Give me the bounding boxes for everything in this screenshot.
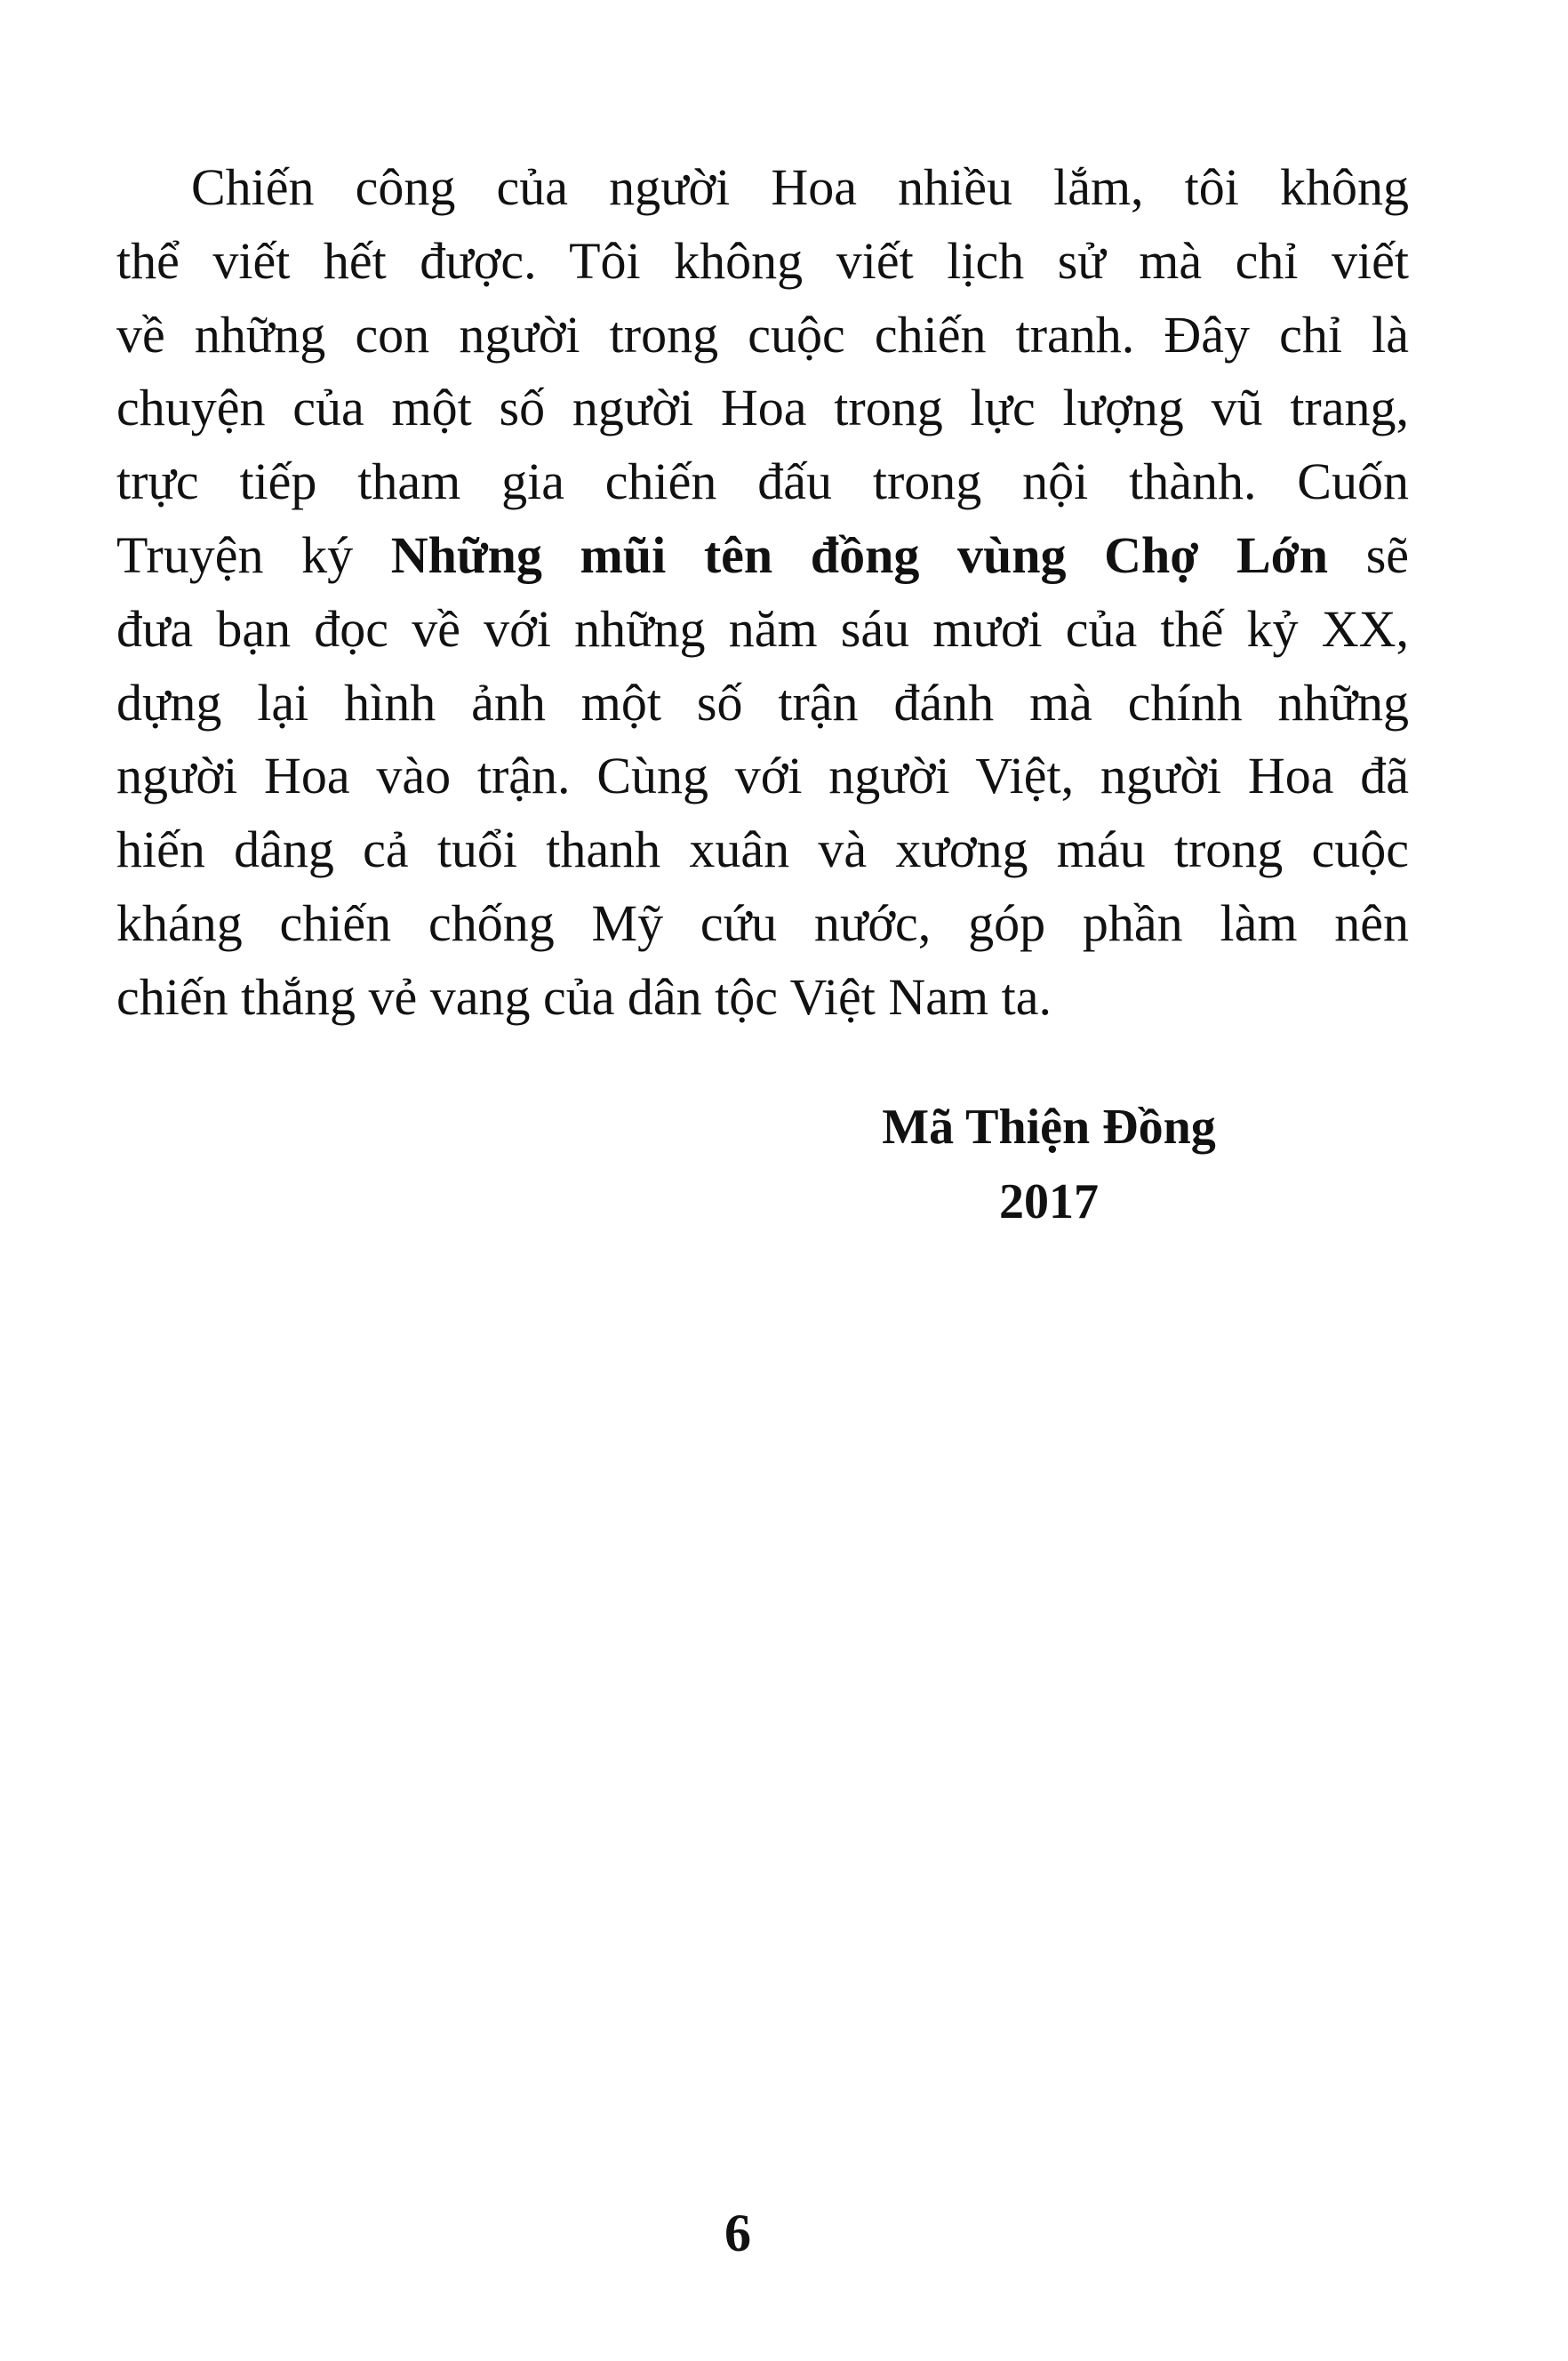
text-line: thể viết hết được. Tôi không viết lịch sử mà chỉ viết <box>116 231 1409 290</box>
text-line: người Hoa vào trận. Cùng với người Việt, người Hoa đã <box>116 747 1409 805</box>
text-line: dựng lại hình ảnh một số trận đánh mà chính những <box>116 673 1409 732</box>
text-line: chiến thắng vẻ vang của dân tộc Việt Nam ta. <box>116 967 1052 1026</box>
text-line: đưa bạn đọc về với những năm sáu mươi của thế kỷ XX, <box>116 599 1409 658</box>
page-number: 6 <box>724 2204 751 2262</box>
text-line: trực tiếp tham gia chiến đấu trong nội thành. Cuốn <box>116 452 1409 511</box>
line-prefix: Truyện ký <box>116 525 354 584</box>
body-paragraph <box>116 151 1409 1035</box>
text-line: Chiến công của người Hoa nhiều lắm, tôi không <box>191 158 1409 216</box>
text-line: hiến dâng cả tuổi thanh xuân và xương máu trong cuộc <box>116 820 1409 879</box>
text-line-book-title <box>116 519 1409 593</box>
book-title: Những mũi tên đồng vùng Chợ Lớn <box>390 525 1329 584</box>
text-line: chuyện của một số người Hoa trong lực lượng vũ trang, <box>116 379 1409 437</box>
text-line: kháng chiến chống Mỹ cứu nước, góp phần làm nên <box>116 893 1409 952</box>
author-signature: Mã Thiện Đồng <box>882 1100 1216 1155</box>
text-line: về những con người trong cuộc chiến tranh. Đây chỉ là <box>116 305 1409 364</box>
line-suffix: sẽ <box>1365 525 1410 584</box>
signature-year: 2017 <box>999 1174 1099 1229</box>
